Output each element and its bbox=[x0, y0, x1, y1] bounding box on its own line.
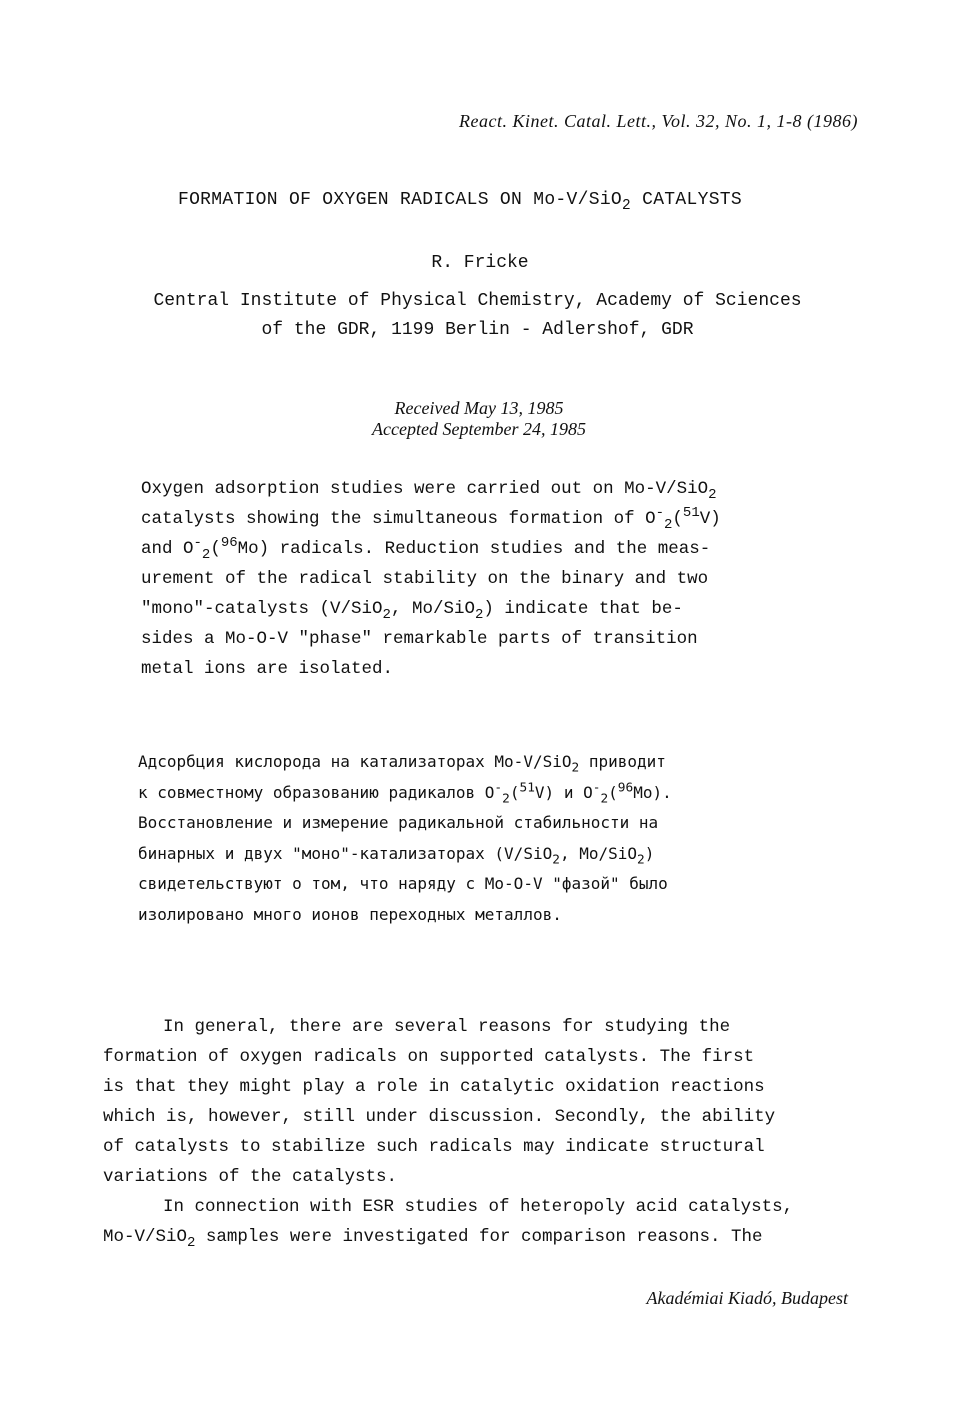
abstract-line: catalysts showing the simultaneous formation of $O^-_2(^{51}V)$ bbox=[141, 505, 721, 533]
abstract-line: metal ions are isolated. bbox=[141, 659, 394, 679]
abstract-line: and $O^-_2(^{96}Mo)$ radicals. Reduction studies and the meas- bbox=[141, 535, 711, 563]
article-title: FORMATION OF OXYGEN RADICALS ON Mo-V/SiO$_2$ CATALYSTS bbox=[177, 190, 743, 215]
publisher-footer: Akadémiai Kiadó, Budapest bbox=[646, 1288, 848, 1308]
abstract-line: Oxygen adsorption studies were carried out on Mo-V/SiO$_2$ bbox=[141, 479, 717, 503]
abstract-line: бинарных и двух "моно"-катализаторах (V/SiO$_2$, Mo/SiO$_2$) bbox=[138, 843, 655, 867]
author-affiliation bbox=[0, 287, 955, 345]
affiliation-line: Central Institute of Physical Chemistry, Academy of Sciences bbox=[153, 291, 802, 311]
body-paragraph: In connection with ESR studies of heteropoly acid catalysts, Mo-V/SiO$_2$ samples were investigated for comparison reasons. The bbox=[103, 1197, 794, 1251]
abstract-line: urement of the radical stability on the binary and two bbox=[141, 569, 709, 589]
manuscript-dates bbox=[0, 398, 958, 440]
abstract-english bbox=[141, 474, 821, 684]
received-date: Received May 13, 1985 bbox=[394, 398, 564, 418]
abstract-line: sides a Mo-O-V "phase" remarkable parts of transition bbox=[141, 629, 698, 649]
abstract-line: к совместному образованию радикалов $O^-_2(^{51}V)$ и $O^-_2(^{96}Mo)$. bbox=[138, 780, 672, 806]
affiliation-line: of the GDR, 1199 Berlin - Adlershof, GDR bbox=[261, 320, 694, 340]
abstract-line: изолировано много ионов переходных металлов. bbox=[138, 904, 562, 924]
body-paragraph: In general, there are several reasons for studying the formation of oxygen radicals on supported catalysts. The first is that they might play a role in catalytic oxidation reactions which is, however, still under discussion. Secondly, the ability of catalysts to stabilize such radicals may indicate structural variations of the catalysts. bbox=[103, 1017, 776, 1187]
journal-citation: React. Kinet. Catal. Lett., Vol. 32, No. 1, 1-8 (1986) bbox=[459, 111, 858, 131]
abstract-line: "mono"-catalysts (V/SiO$_2$, Mo/SiO$_2$) indicate that be- bbox=[141, 599, 683, 623]
author-name: R. Fricke bbox=[431, 253, 529, 273]
abstract-russian bbox=[138, 747, 828, 930]
abstract-line: свидетельствуют о том, что наряду с Mo-O-V "фазой" было bbox=[138, 874, 668, 893]
abstract-line: Адсорбция кислорода на катализаторах Mo-V/SiO$_2$ приводит bbox=[138, 752, 666, 776]
body-text bbox=[103, 1012, 893, 1252]
accepted-date: Accepted September 24, 1985 bbox=[372, 419, 586, 439]
abstract-line: Восстановление и измерение радикальной стабильности на bbox=[138, 813, 659, 832]
